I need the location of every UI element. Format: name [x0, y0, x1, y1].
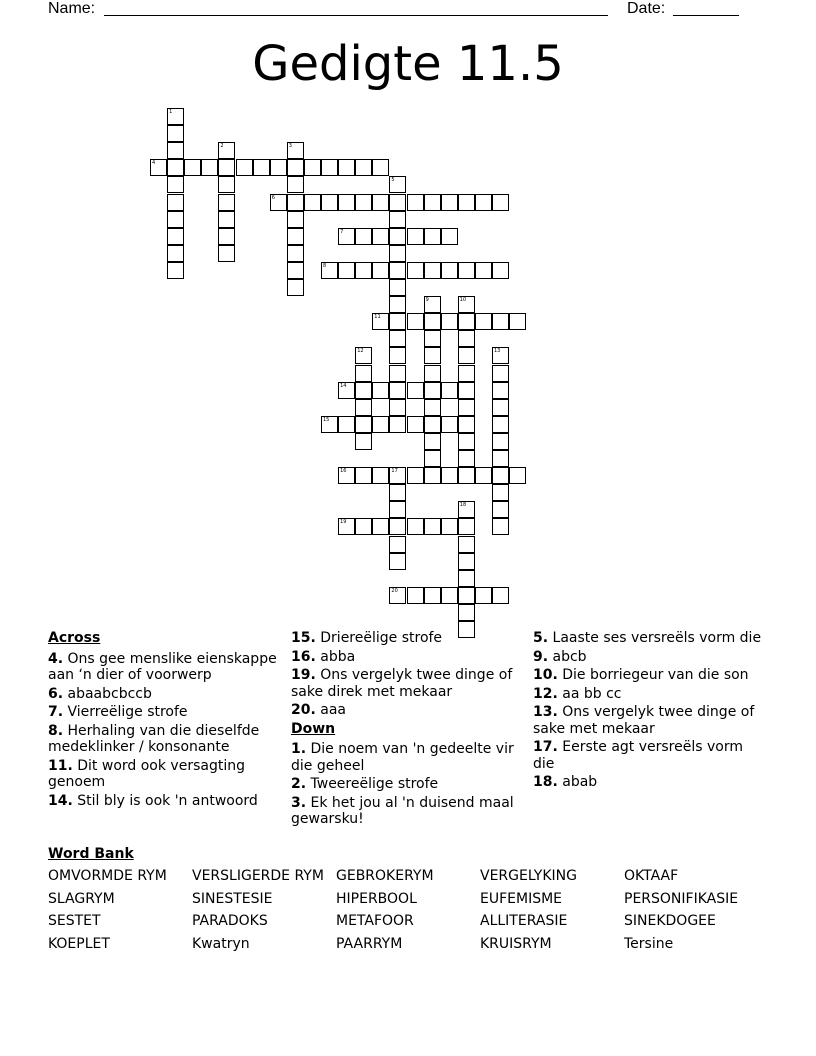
clue-number: 10.	[533, 667, 558, 683]
cell-number: 5	[391, 177, 395, 184]
clue-text: Die borriegeur van die son	[557, 667, 749, 683]
grid-cell[interactable]	[424, 262, 441, 279]
grid-cell[interactable]	[218, 194, 235, 211]
grid-cell[interactable]	[492, 587, 509, 604]
clue-number: 19.	[291, 667, 316, 683]
down-clue	[533, 704, 767, 737]
grid-cell[interactable]	[424, 467, 441, 484]
down-clue	[533, 649, 767, 666]
grid-cell[interactable]	[458, 518, 475, 535]
down-clue	[533, 739, 767, 772]
grid-cell[interactable]	[355, 159, 372, 176]
page-header	[0, 0, 816, 20]
grid-cell[interactable]	[355, 347, 372, 364]
grid-cell[interactable]	[355, 194, 372, 211]
grid-cell[interactable]	[372, 382, 389, 399]
word-bank-item: GEBROKERYM	[336, 868, 434, 884]
grid-cell[interactable]	[441, 587, 458, 604]
across-clue	[48, 723, 282, 756]
grid-cell[interactable]	[407, 194, 424, 211]
grid-cell[interactable]	[492, 347, 509, 364]
grid-cell[interactable]	[389, 347, 406, 364]
grid-cell[interactable]	[287, 159, 304, 176]
grid-cell[interactable]	[441, 467, 458, 484]
grid-cell[interactable]	[201, 159, 218, 176]
clue-text: abaabcbccb	[63, 685, 152, 702]
grid-cell[interactable]	[475, 262, 492, 279]
clue-number: 9.	[533, 648, 549, 665]
grid-cell[interactable]	[167, 176, 184, 193]
grid-cell[interactable]	[407, 382, 424, 399]
down-heading: Down	[291, 720, 336, 737]
grid-cell[interactable]	[475, 587, 492, 604]
cell-number: 19	[340, 519, 347, 526]
cell-number: 3	[288, 143, 292, 150]
clue-number: 4.	[48, 650, 64, 667]
clue-number: 3.	[291, 794, 307, 811]
grid-cell[interactable]	[458, 553, 475, 570]
grid-cell[interactable]	[492, 467, 509, 484]
grid-cell[interactable]	[389, 228, 406, 245]
grid-cell[interactable]	[492, 382, 509, 399]
grid-cell[interactable]	[407, 228, 424, 245]
grid-cell[interactable]	[389, 194, 406, 211]
grid-cell[interactable]	[355, 228, 372, 245]
word-bank-item: KOEPLET	[48, 935, 110, 952]
clue-text: Stil bly is ook 'n antwoord	[72, 792, 258, 809]
grid-cell[interactable]	[389, 399, 406, 416]
grid-cell[interactable]	[424, 313, 441, 330]
grid-cell[interactable]	[458, 262, 475, 279]
clue-number: 11.	[48, 757, 73, 774]
grid-cell[interactable]	[509, 467, 526, 484]
grid-cell[interactable]	[167, 262, 184, 279]
across-heading: Across	[48, 630, 101, 646]
grid-cell[interactable]	[441, 194, 458, 211]
across-clue	[291, 630, 525, 647]
grid-cell[interactable]	[389, 416, 406, 433]
grid-cell[interactable]	[389, 484, 406, 501]
grid-cell[interactable]	[389, 587, 406, 604]
grid-cell[interactable]	[407, 262, 424, 279]
word-bank-heading: Word Bank	[48, 846, 134, 862]
grid-cell[interactable]	[338, 262, 355, 279]
grid-cell[interactable]	[458, 570, 475, 587]
grid-cell[interactable]	[441, 518, 458, 535]
cell-number: 11	[374, 314, 381, 321]
grid-cell[interactable]	[424, 382, 441, 399]
grid-cell[interactable]	[355, 382, 372, 399]
grid-cell[interactable]	[167, 159, 184, 176]
grid-cell[interactable]	[492, 194, 509, 211]
grid-cell[interactable]	[372, 518, 389, 535]
cell-number: 14	[340, 382, 347, 389]
grid-cell[interactable]	[492, 313, 509, 330]
name-field-line[interactable]	[104, 15, 608, 16]
grid-cell[interactable]	[458, 399, 475, 416]
grid-cell[interactable]	[458, 604, 475, 621]
clue-number: 12.	[533, 685, 558, 702]
clue-column-3	[533, 630, 767, 793]
word-bank-item: KRUISRYM	[480, 935, 552, 952]
date-label: Date:	[627, 0, 666, 17]
cell-number: 10	[459, 297, 467, 304]
grid-cell[interactable]	[389, 245, 406, 262]
grid-cell[interactable]	[407, 518, 424, 535]
clue-text: Vierreëlige strofe	[63, 704, 188, 720]
grid-cell[interactable]	[492, 262, 509, 279]
cell-number: 13	[494, 348, 501, 355]
grid-cell[interactable]	[441, 382, 458, 399]
grid-cell[interactable]	[441, 262, 458, 279]
grid-cell[interactable]	[355, 365, 372, 382]
grid-cell[interactable]	[270, 194, 287, 211]
grid-cell[interactable]	[424, 296, 441, 313]
grid-cell[interactable]	[355, 467, 372, 484]
grid-cell[interactable]	[475, 313, 492, 330]
clue-text: Ons gee menslike eienskappe aan ‘n dier of voorwerp	[48, 650, 277, 683]
grid-cell[interactable]	[287, 194, 304, 211]
grid-cell[interactable]	[389, 313, 406, 330]
cell-number: 20	[391, 587, 398, 594]
cell-number: 1	[169, 109, 173, 115]
grid-cell[interactable]	[424, 347, 441, 364]
grid-cell[interactable]	[424, 365, 441, 382]
clue-text: abab	[557, 774, 598, 790]
grid-cell[interactable]	[424, 433, 441, 450]
grid-cell[interactable]	[458, 433, 475, 450]
grid-cell[interactable]	[389, 553, 406, 570]
grid-cell[interactable]	[338, 194, 355, 211]
clue-number: 13.	[533, 704, 558, 720]
grid-cell[interactable]	[321, 159, 338, 176]
grid-cell[interactable]	[355, 399, 372, 416]
grid-cell[interactable]	[287, 279, 304, 296]
cell-number: 4	[152, 160, 156, 167]
name-label: Name:	[48, 0, 96, 17]
clue-text: Tweereëlige strofe	[306, 776, 439, 792]
grid-cell[interactable]	[338, 416, 355, 433]
across-clue	[48, 651, 282, 684]
grid-cell[interactable]	[372, 194, 389, 211]
grid-cell[interactable]	[458, 313, 475, 330]
down-clue	[533, 667, 767, 684]
clue-number: 20.	[291, 702, 316, 718]
grid-cell[interactable]	[236, 159, 253, 176]
grid-cell[interactable]	[287, 142, 304, 159]
grid-cell[interactable]	[167, 228, 184, 245]
grid-cell[interactable]	[338, 228, 355, 245]
grid-cell[interactable]	[304, 159, 321, 176]
word-bank-item: PERSONIFIKASIE	[624, 890, 739, 907]
clue-text: aa bb cc	[557, 685, 622, 702]
grid-cell[interactable]	[458, 347, 475, 364]
grid-cell[interactable]	[372, 228, 389, 245]
clue-text: abba	[315, 648, 356, 665]
grid-cell[interactable]	[424, 399, 441, 416]
grid-cell[interactable]	[509, 313, 526, 330]
grid-cell[interactable]	[458, 467, 475, 484]
grid-cell[interactable]	[424, 194, 441, 211]
grid-cell[interactable]	[218, 228, 235, 245]
word-bank-item: VERGELYKING	[480, 868, 577, 884]
grid-cell[interactable]	[287, 228, 304, 245]
grid-cell[interactable]	[389, 296, 406, 313]
clue-text: Die noem van 'n gedeelte vir die geheel	[291, 741, 514, 774]
clue-number: 5.	[533, 630, 549, 646]
clue-number: 17.	[533, 739, 558, 755]
across-clue	[291, 649, 525, 666]
cell-number: 6	[271, 194, 275, 201]
grid-cell[interactable]	[407, 416, 424, 433]
clue-text: Ons vergelyk twee dinge of sake met mekaar	[533, 704, 755, 737]
word-bank-item: PARADOKS	[192, 913, 268, 929]
grid-cell[interactable]	[458, 501, 475, 518]
cell-number: 8	[323, 262, 327, 269]
grid-cell[interactable]	[338, 467, 355, 484]
grid-cell[interactable]	[355, 416, 372, 433]
clue-number: 14.	[48, 792, 73, 809]
clue-text: aaa	[315, 702, 346, 718]
grid-cell[interactable]	[287, 211, 304, 228]
across-clue	[48, 686, 282, 703]
cell-number: 18	[459, 502, 467, 509]
grid-cell[interactable]	[338, 518, 355, 535]
clue-number: 18.	[533, 774, 558, 790]
word-bank-item: HIPERBOOL	[336, 890, 417, 907]
grid-cell[interactable]	[218, 142, 235, 159]
grid-cell[interactable]	[458, 416, 475, 433]
grid-cell[interactable]	[389, 211, 406, 228]
grid-cell[interactable]	[389, 536, 406, 553]
clue-number: 15.	[291, 630, 316, 646]
clue-number: 8.	[48, 722, 64, 739]
grid-cell[interactable]	[321, 262, 338, 279]
grid-cell[interactable]	[492, 501, 509, 518]
grid-cell[interactable]	[218, 159, 235, 176]
grid-cell[interactable]	[287, 245, 304, 262]
grid-cell[interactable]	[458, 365, 475, 382]
grid-cell[interactable]	[441, 416, 458, 433]
cell-number: 16	[340, 468, 347, 475]
grid-cell[interactable]	[167, 245, 184, 262]
grid-cell[interactable]	[338, 382, 355, 399]
cell-number: 12	[357, 348, 364, 355]
grid-cell[interactable]	[389, 330, 406, 347]
grid-cell[interactable]	[338, 159, 355, 176]
grid-cell[interactable]	[218, 211, 235, 228]
clue-text: Laaste ses versreëls vorm die	[548, 630, 762, 646]
grid-cell[interactable]	[321, 194, 338, 211]
grid-cell[interactable]	[458, 382, 475, 399]
grid-cell[interactable]	[167, 108, 184, 125]
grid-cell[interactable]	[372, 313, 389, 330]
grid-cell[interactable]	[355, 518, 372, 535]
word-bank-item: ALLITERASIE	[480, 913, 568, 929]
cell-number: 2	[220, 143, 224, 150]
grid-cell[interactable]	[458, 536, 475, 553]
grid-cell[interactable]	[389, 262, 406, 279]
clue-text: Dit word ook versagting genoem	[48, 757, 245, 790]
grid-cell[interactable]	[270, 159, 287, 176]
word-bank-item: OMVORMDE RYM	[48, 868, 167, 884]
cell-number: 9	[425, 297, 429, 304]
grid-cell[interactable]	[458, 296, 475, 313]
grid-cell[interactable]	[150, 159, 167, 176]
grid-cell[interactable]	[167, 125, 184, 142]
word-bank-item: SESTET	[48, 913, 101, 929]
grid-cell[interactable]	[389, 365, 406, 382]
grid-cell[interactable]	[372, 159, 389, 176]
down-clue	[533, 774, 767, 791]
grid-cell[interactable]	[355, 433, 372, 450]
grid-cell[interactable]	[441, 228, 458, 245]
grid-cell[interactable]	[372, 467, 389, 484]
grid-cell[interactable]	[424, 416, 441, 433]
clue-column-1	[48, 630, 282, 811]
grid-cell[interactable]	[372, 262, 389, 279]
grid-cell[interactable]	[389, 501, 406, 518]
grid-cell[interactable]	[355, 262, 372, 279]
grid-cell[interactable]	[218, 245, 235, 262]
word-bank-item: SLAGRYM	[48, 890, 115, 907]
page-title: Gedigte 11.5	[252, 36, 564, 92]
grid-cell[interactable]	[458, 330, 475, 347]
clue-column-2	[291, 630, 525, 830]
clue-text: Driereëlige strofe	[315, 630, 443, 646]
date-field-line[interactable]	[673, 15, 739, 16]
word-bank-item: EUFEMISME	[480, 890, 563, 907]
grid-cell[interactable]	[287, 176, 304, 193]
grid-cell[interactable]	[389, 279, 406, 296]
grid-cell[interactable]	[492, 518, 509, 535]
clue-number: 6.	[48, 685, 64, 702]
grid-cell[interactable]	[253, 159, 270, 176]
grid-cell[interactable]	[218, 176, 235, 193]
grid-cell[interactable]	[372, 416, 389, 433]
cell-number: 7	[340, 228, 344, 235]
clue-text: Ons vergelyk twee dinge of sake direk met mekaar	[291, 667, 513, 700]
down-clue	[533, 686, 767, 703]
grid-cell[interactable]	[389, 467, 406, 484]
grid-cell[interactable]	[407, 467, 424, 484]
grid-cell[interactable]	[475, 467, 492, 484]
grid-cell[interactable]	[389, 176, 406, 193]
grid-cell[interactable]	[407, 313, 424, 330]
across-clue	[48, 758, 282, 791]
grid-cell[interactable]	[424, 450, 441, 467]
down-clue	[533, 630, 767, 647]
clue-text: Ek het jou al 'n duisend maal gewarsku!	[291, 794, 514, 827]
down-clue	[291, 795, 525, 828]
down-clue	[291, 741, 525, 774]
grid-cell[interactable]	[321, 416, 338, 433]
grid-cell[interactable]	[389, 518, 406, 535]
grid-cell[interactable]	[424, 228, 441, 245]
across-clue	[291, 702, 525, 719]
word-bank-item: Tersine	[624, 935, 674, 952]
cell-number: 17	[391, 468, 398, 475]
down-clue	[291, 776, 525, 793]
word-bank-item: OKTAAF	[624, 868, 679, 884]
grid-cell[interactable]	[458, 450, 475, 467]
grid-cell[interactable]	[407, 587, 424, 604]
grid-cell[interactable]	[492, 433, 509, 450]
grid-cell[interactable]	[287, 262, 304, 279]
across-clue	[48, 793, 282, 810]
grid-cell[interactable]	[167, 194, 184, 211]
cell-number: 15	[323, 416, 330, 423]
grid-cell[interactable]	[424, 518, 441, 535]
word-bank-item: METAFOOR	[336, 913, 414, 929]
grid-cell[interactable]	[492, 484, 509, 501]
grid-cell[interactable]	[492, 450, 509, 467]
clue-number: 16.	[291, 648, 316, 665]
word-bank	[48, 846, 739, 952]
grid-cell[interactable]	[492, 416, 509, 433]
grid-cell[interactable]	[492, 365, 509, 382]
grid-cell[interactable]	[424, 330, 441, 347]
clue-text: Eerste agt versreëls vorm die	[533, 739, 743, 772]
clue-text: Herhaling van die dieselfde medeklinker / konsonante	[48, 722, 260, 755]
grid-cell[interactable]	[389, 382, 406, 399]
grid-cell[interactable]	[475, 194, 492, 211]
word-bank-item: SINEKDOGEE	[624, 913, 716, 929]
clue-number: 7.	[48, 704, 64, 720]
word-bank-item: SINESTESIE	[192, 890, 273, 907]
grid-cell[interactable]	[184, 159, 201, 176]
word-bank-item: Kwatryn	[192, 935, 250, 952]
grid-cell[interactable]	[424, 587, 441, 604]
grid-cell[interactable]	[458, 587, 475, 604]
grid-cell[interactable]	[167, 211, 184, 228]
across-clue	[48, 704, 282, 721]
clue-number: 1.	[291, 741, 307, 757]
grid-cell[interactable]	[304, 194, 321, 211]
grid-cell[interactable]	[492, 399, 509, 416]
across-clue	[291, 667, 525, 700]
clue-text: abcb	[548, 648, 587, 665]
grid-cell[interactable]	[441, 313, 458, 330]
word-bank-item: PAARRYM	[336, 935, 403, 952]
grid-cell[interactable]	[167, 142, 184, 159]
word-bank-item: VERSLIGERDE RYM	[192, 868, 324, 884]
clue-number: 2.	[291, 776, 307, 792]
grid-cell[interactable]	[458, 194, 475, 211]
